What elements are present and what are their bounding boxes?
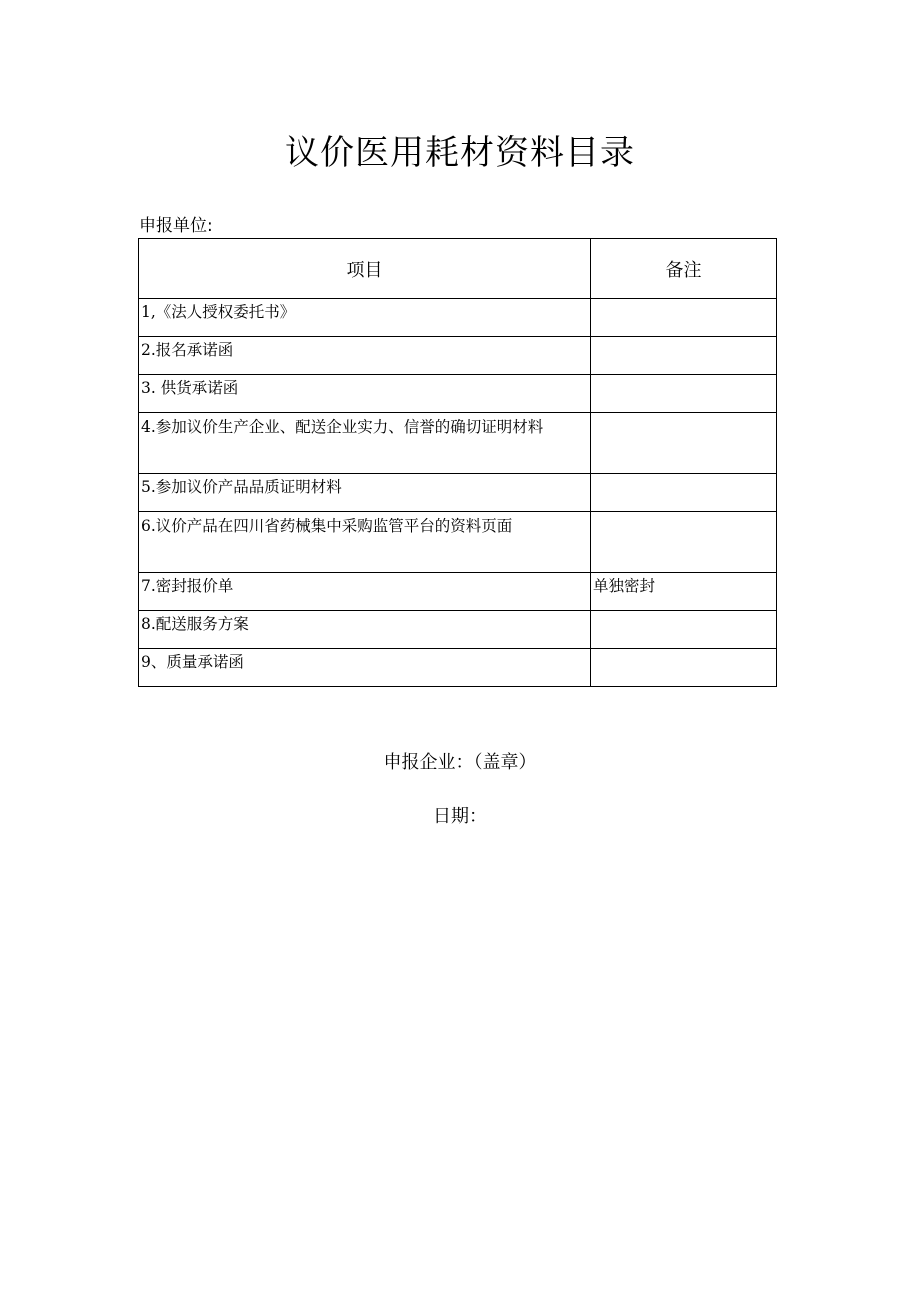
date-label: 日期：	[433, 806, 487, 827]
note-cell	[591, 413, 777, 474]
materials-table	[138, 238, 777, 687]
item-cell: 4.参加议价生产企业、配送企业实力、信誉的确切证明材料	[139, 413, 591, 474]
item-cell: 7.密封报价单	[139, 573, 591, 611]
table-row	[139, 299, 777, 337]
note-cell	[591, 375, 777, 413]
note-cell	[591, 474, 777, 512]
item-cell: 6.议价产品在四川省药械集中采购监管平台的资料页面	[139, 512, 591, 573]
note-cell	[591, 512, 777, 573]
table-row	[139, 375, 777, 413]
page-title: 议价医用耗材资料目录	[285, 133, 635, 173]
table-row	[139, 573, 777, 611]
header-item: 项目	[139, 239, 591, 299]
item-cell: 8.配送服务方案	[139, 611, 591, 649]
table-row	[139, 474, 777, 512]
item-cell: 5.参加议价产品品质证明材料	[139, 474, 591, 512]
header-note: 备注	[591, 239, 777, 299]
table-row	[139, 413, 777, 474]
item-cell: 3. 供货承诺函	[139, 375, 591, 413]
note-cell: 单独密封	[591, 573, 777, 611]
applicant-company-seal-label: 申报企业：（盖章）	[383, 752, 537, 773]
note-cell	[591, 337, 777, 375]
table-row	[139, 337, 777, 375]
table-header-row	[139, 239, 777, 299]
item-cell: 1,《法人授权委托书》	[139, 299, 591, 337]
table-row	[139, 649, 777, 687]
table-row	[139, 512, 777, 573]
note-cell	[591, 649, 777, 687]
note-cell	[591, 299, 777, 337]
item-cell: 9、质量承诺函	[139, 649, 591, 687]
table-row	[139, 611, 777, 649]
item-cell: 2.报名承诺函	[139, 337, 591, 375]
reporting-unit-label: 申报单位:	[139, 216, 213, 236]
note-cell	[591, 611, 777, 649]
